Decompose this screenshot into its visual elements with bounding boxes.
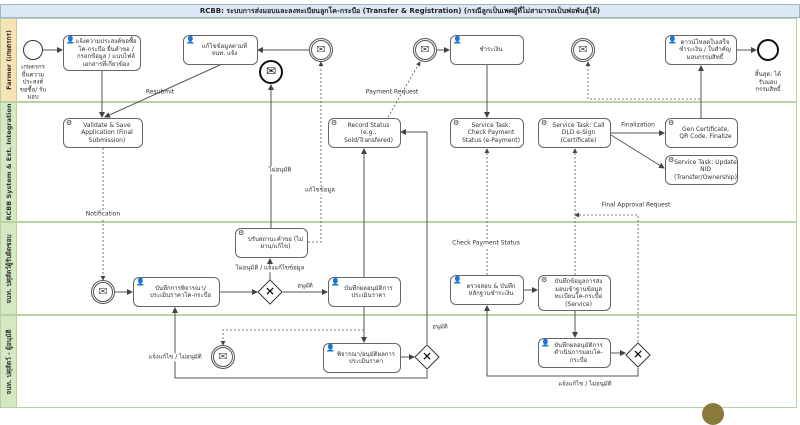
task-label: Service Task: Call DLD e-Sign (Certificate)	[552, 121, 605, 144]
task-label: แก้ไขข้อมูลตามที่ จนท. แจ้ง	[201, 42, 248, 57]
task-label: Service Task: Update NID (Transfer/Ownership)	[674, 158, 737, 181]
task-label: ตรวจสอบ & บันทึกหลักฐานชำระเงิน	[466, 282, 516, 297]
task-label: ปรับสถานะคำขอ (ไม่ผ่าน/แก้ไข)	[247, 235, 304, 250]
gateway-x-icon: ✕	[632, 347, 644, 362]
flow-label: ไม่อนุมัติ / แจ้งแก้ไขข้อมูล	[235, 264, 305, 272]
task-fix-data[interactable]	[183, 35, 258, 65]
lane-label: จนท. ปศุสัตว์ผู้รับผิดชอบ	[4, 233, 13, 304]
task-label: พิจารณา/อนุมัติผลการประเมินราคา	[337, 350, 395, 365]
flow-label: แก้ไขข้อมูล	[305, 186, 335, 194]
flow-label: แจ้งแก้ไข / ไม่อนุมัติ	[148, 353, 202, 361]
gear-icon: ⚙	[453, 119, 460, 127]
message-catch-icon[interactable]: ✉	[571, 38, 595, 62]
task-save-approval[interactable]	[328, 277, 401, 307]
user-icon: 👤	[668, 36, 677, 44]
user-icon: 👤	[186, 36, 195, 44]
start-event[interactable]	[23, 40, 43, 60]
task-gen-certificate[interactable]	[665, 118, 738, 148]
task-label: Gen Certificate, QR Code, Finalize	[679, 125, 732, 140]
task-verify-payment[interactable]	[450, 275, 524, 305]
message-catch-icon[interactable]: ✉	[91, 280, 115, 304]
user-icon: 👤	[66, 36, 75, 44]
lane-label: RCBB System & Ext. Integration	[4, 103, 13, 221]
task-label: บันทึกผลอนุมัติการดำเนินการมอบโค-กระบือ	[554, 341, 603, 364]
task-submit-request[interactable]	[63, 35, 141, 71]
task-label: Validate & Save Application (Final Submission)	[81, 121, 133, 144]
task-label: บันทึกข้อมูลการส่งมอบเข้าฐานข้อมูลทะเบียนโค-กระบือ (Service)	[554, 278, 603, 308]
flow-label: แจ้งแก้ไข / ไม่อนุมัติ	[558, 380, 612, 388]
message-catch-icon[interactable]: ✉	[413, 38, 437, 62]
gateway-x-icon: ✕	[264, 284, 276, 299]
user-icon: 👤	[453, 36, 462, 44]
user-icon: 👤	[541, 339, 550, 347]
pool-title: RCBB: ระบบการส่งมอบและลงทะเบียนลูกโค-กระบือ (Transfer & Registration) (กรณีลูกเป็นเพศผู้ที่ไม่สามารถเป็นพ่อพันธุ์ได้)	[0, 4, 800, 18]
task-label: บันทึกผลอนุมัติการประเมินราคา	[344, 284, 393, 299]
flow-label: อนุมัติ	[432, 323, 448, 331]
task-label: ดาวน์โหลดใบเสร็จชำระเงิน / ใบสำคัญมอบกรรมสิทธิ์	[679, 38, 731, 61]
task-update-status[interactable]	[235, 228, 308, 258]
task-approve-transfer[interactable]	[538, 338, 611, 368]
task-pay[interactable]	[450, 35, 524, 65]
flow-label: Finalization	[621, 121, 655, 129]
message-catch-icon[interactable]: ✉	[309, 38, 333, 62]
task-call-dld[interactable]	[538, 118, 611, 148]
task-update-nid[interactable]	[665, 155, 738, 185]
flow-label: Check Payment Status	[452, 239, 520, 247]
end-event-label: สิ้นสุด: ได้ รับมอบ กรรมสิทธิ์	[754, 70, 782, 93]
task-validate[interactable]	[63, 118, 143, 148]
user-icon: 👤	[136, 278, 145, 286]
flow-label: Resubmit	[145, 88, 175, 96]
task-label: ชำระเงิน	[479, 46, 503, 54]
message-throw-icon[interactable]: ✉	[259, 60, 283, 84]
gear-icon: ⚙	[541, 119, 548, 127]
start-event-label: เกษตรกร ยื่นความ ประสงค์ ขอซื้อ/ รับมอบ	[19, 63, 47, 101]
gear-icon: ⚙	[668, 119, 675, 127]
task-approve-price[interactable]	[323, 343, 401, 373]
task-save-transfer[interactable]	[538, 275, 611, 311]
message-catch-icon[interactable]: ✉	[211, 345, 235, 369]
task-evaluate[interactable]	[133, 277, 220, 307]
gear-icon: ⚙	[238, 229, 245, 237]
flow-label: Notification	[85, 210, 121, 218]
flow-label: Payment Request	[365, 88, 419, 96]
task-label: Record Status (e.g., Sold/Transfered)	[344, 121, 393, 144]
task-check-payment[interactable]	[450, 118, 524, 148]
end-event[interactable]	[757, 39, 779, 61]
task-download[interactable]	[665, 35, 737, 65]
task-label: แจ้งความประสงค์ขอซื้อโค-กระบือ ยื่นคำขอ / กรอกข้อมูล / แนบไฟล์เอกสารที่เกี่ยวข้อง	[75, 38, 137, 68]
gateway-x-icon: ✕	[421, 349, 433, 364]
floating-action-button[interactable]	[702, 403, 724, 425]
task-label: บันทึกการพิจารณา/ประเมินราคาโค-กระบือ	[149, 284, 212, 299]
flow-label: Final Approval Request	[601, 201, 671, 209]
user-icon: 👤	[453, 276, 462, 284]
gear-icon: ⚙	[331, 119, 338, 127]
task-label: Service Task: Check Payment Status (e-Payment)	[462, 121, 520, 144]
flow-label: ไม่อนุมัติ	[268, 166, 292, 174]
lane-label: Farmer (เกษตรกร)	[4, 30, 13, 90]
flow-label: อนุมัติ	[297, 282, 313, 290]
user-icon: 👤	[326, 344, 335, 352]
task-record-status[interactable]	[328, 118, 401, 148]
user-icon: 👤	[331, 278, 340, 286]
lane-label: จนท. ปศุสัตว์ - ผู้อนุมัติ	[4, 328, 13, 395]
gear-icon: ⚙	[668, 156, 675, 164]
gear-icon: ⚙	[541, 276, 548, 284]
gear-icon: ⚙	[66, 119, 73, 127]
